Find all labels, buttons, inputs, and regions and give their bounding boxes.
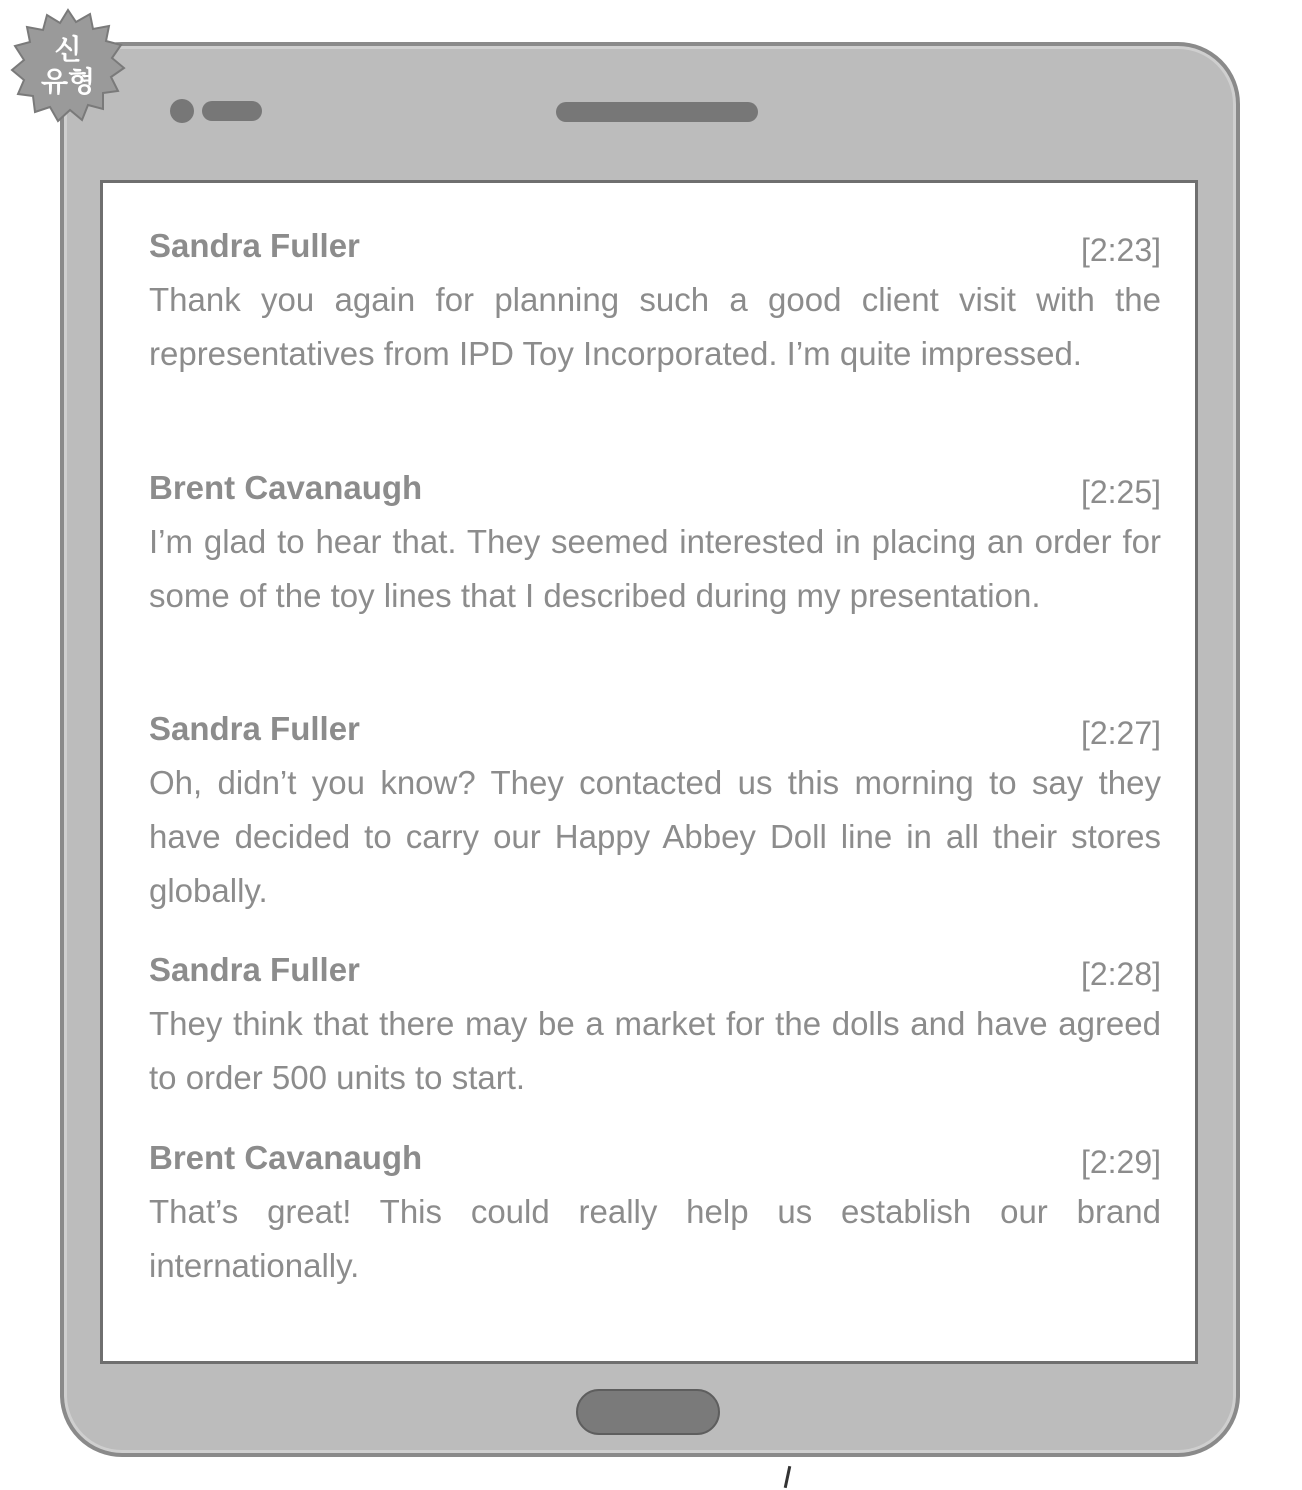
badge-line-2: 유형 [40,65,96,98]
chat-message [149,945,1161,1105]
badge-label [10,8,126,124]
camera-icon [170,99,194,123]
badge-line-1: 신 [54,33,82,66]
message-sender: Brent Cavanaugh [149,1139,423,1176]
message-text: I’m glad to hear that. They seemed interested in placing an order for some of the toy lines that I described during my presentation. [149,523,1161,614]
message-text: They think that there may be a market for the dolls and have agreed to order 500 units to start. [149,1005,1161,1096]
message-timestamp: [2:28] [1080,956,1161,992]
message-sender: Sandra Fuller [149,951,360,988]
sensor-icon [202,101,262,121]
starburst-badge-icon [10,8,126,124]
message-sender: Brent Cavanaugh [149,469,423,506]
message-header [149,1133,1161,1183]
message-timestamp: [2:23] [1080,232,1161,268]
stray-mark [784,1466,792,1488]
message-header [149,221,1161,271]
message-header [149,945,1161,995]
chat-message [149,221,1161,381]
home-button[interactable] [576,1389,720,1435]
message-timestamp: [2:29] [1080,1144,1161,1180]
message-text: Oh, didn’t you know? They contacted us this morning to say they have decided to carry our Happy Abbey Doll line in all their stores globally. [149,764,1161,909]
message-timestamp: [2:25] [1080,474,1161,510]
chat-screen [100,180,1198,1364]
message-timestamp: [2:27] [1080,715,1161,751]
message-text: That’s great! This could really help us establish our brand internationally. [149,1193,1161,1284]
message-sender: Sandra Fuller [149,710,360,747]
message-header [149,463,1161,513]
message-sender: Sandra Fuller [149,227,360,264]
message-header [149,704,1161,754]
chat-message [149,704,1161,918]
chat-message [149,1133,1161,1293]
message-text: Thank you again for planning such a good client visit with the representatives from IPD Toy Incorporated. I’m quite impressed. [149,281,1161,372]
chat-message [149,463,1161,623]
speaker-grille-icon [556,102,758,122]
